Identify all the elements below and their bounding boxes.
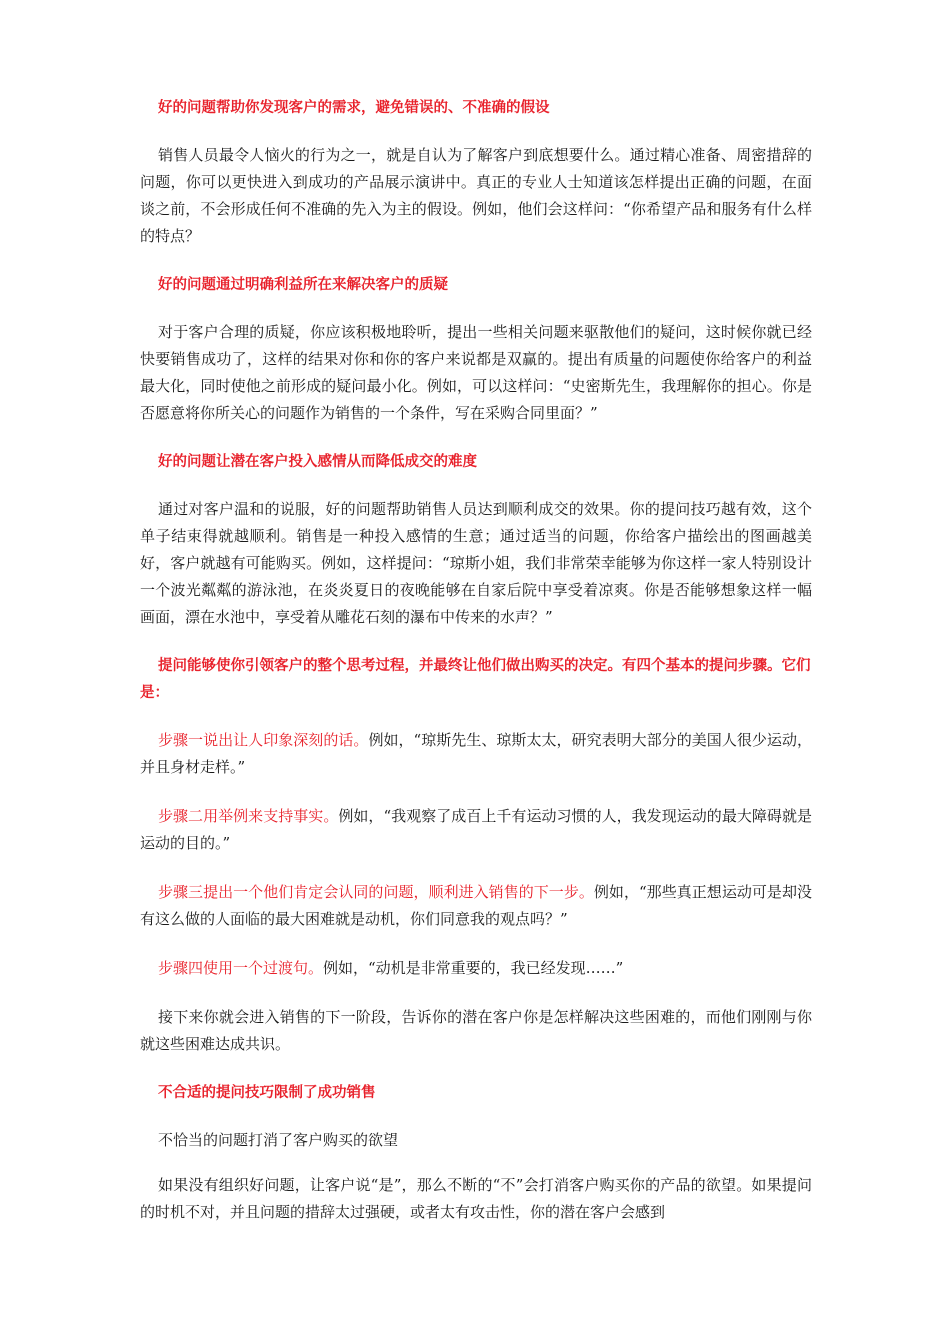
step-2-label: 步骤二用举例来支持事实。 xyxy=(158,807,339,825)
section-body-3: 通过对客户温和的说服，好的问题帮助销售人员达到顺利成交的效果。你的提问技巧越有效，这个单子结束得就越顺利。销售是一种投入感情的生意；通过适当的问题，你给客户描绘出的图画越美好，客户就越有可能购买。例如，这样提问：“琼斯小姐，我们非常荣幸能够为你这样一家人特别设计一个波光粼粼的游泳池，在炎炎夏日的夜晚能够在自家后院中享受着凉爽。你是否能够想象这样一幅画面，漂在水池中，享受着从雕花石刻的瀑布中传来的水声？” xyxy=(140,500,812,626)
step-3-label: 步骤三提出一个他们肯定会认同的问题，顺利进入销售的下一步。 xyxy=(158,883,594,901)
document-page xyxy=(140,95,812,1248)
section-heading-1: 好的问题帮助你发现客户的需求，避免错误的、不准确的假设 xyxy=(158,100,550,116)
section-body-2: 对于客户合理的质疑，你应该积极地聆听，提出一些相关问题来驱散他们的疑问，这时候你就已经快要销售成功了，这样的结果对你和你的客户来说都是双赢的。提出有质量的问题使你给客户的利益最大化，同时使他之前形成的疑问最小化。例如，可以这样问：“史密斯先生，我理解你的担心。你是否愿意将你所关心的问题作为销售的一个条件，写在采购合同里面？” xyxy=(140,323,812,422)
last-subheading: 不恰当的问题打消了客户购买的欲望 xyxy=(158,1131,399,1149)
after-steps-paragraph: 接下来你就会进入销售的下一阶段，告诉你的潜在客户你是怎样解决这些困难的，而他们刚刚与你就这些困难达成共识。 xyxy=(140,1008,812,1053)
step-4 xyxy=(140,955,812,982)
step-3 xyxy=(140,879,812,933)
step-3-text: 例如，“那些真正想运动可是却没有这么做的人面临的最大困难就是动机，你们同意我的观点吗？” xyxy=(140,883,812,928)
section-heading-3: 好的问题让潜在客户投入感情从而降低成交的难度 xyxy=(158,454,477,470)
step-1-text: 例如，“琼斯先生、琼斯太太，研究表明大部分的美国人很少运动，并且身材走样。” xyxy=(140,731,812,776)
section-body-1: 销售人员最令人恼火的行为之一，就是自认为了解客户到底想要什么。通过精心准备、周密措辞的问题，你可以更快进入到成功的产品展示演讲中。真正的专业人士知道该怎样提出正确的问题，在面谈之前，不会形成任何不准确的先入为主的假设。例如，他们会这样问：“你希望产品和服务有什么样的特点？ xyxy=(140,146,812,245)
step-2-text: 例如，“我观察了成百上千有运动习惯的人，我发现运动的最大障碍就是运动的目的。” xyxy=(140,807,812,852)
step-1 xyxy=(140,727,812,781)
steps-heading: 提问能够使你引领客户的整个思考过程，并最终让他们做出购买的决定。有四个基本的提问步骤。它们是： xyxy=(140,658,811,701)
last-body: 如果没有组织好问题，让客户说“是”，那么不断的“不”会打消客户购买你的产品的欲望。如果提问的时机不对，并且问题的措辞太过强硬，或者太有攻击性，你的潜在客户会感到 xyxy=(140,1176,812,1221)
step-4-text: 例如，“动机是非常重要的，我已经发现……” xyxy=(323,959,624,977)
step-1-label: 步骤一说出让人印象深刻的话。 xyxy=(158,731,369,749)
step-2 xyxy=(140,803,812,857)
step-4-label: 步骤四使用一个过渡句。 xyxy=(158,959,324,977)
last-heading: 不合适的提问技巧限制了成功销售 xyxy=(158,1085,376,1101)
section-heading-2: 好的问题通过明确利益所在来解决客户的质疑 xyxy=(158,277,448,293)
